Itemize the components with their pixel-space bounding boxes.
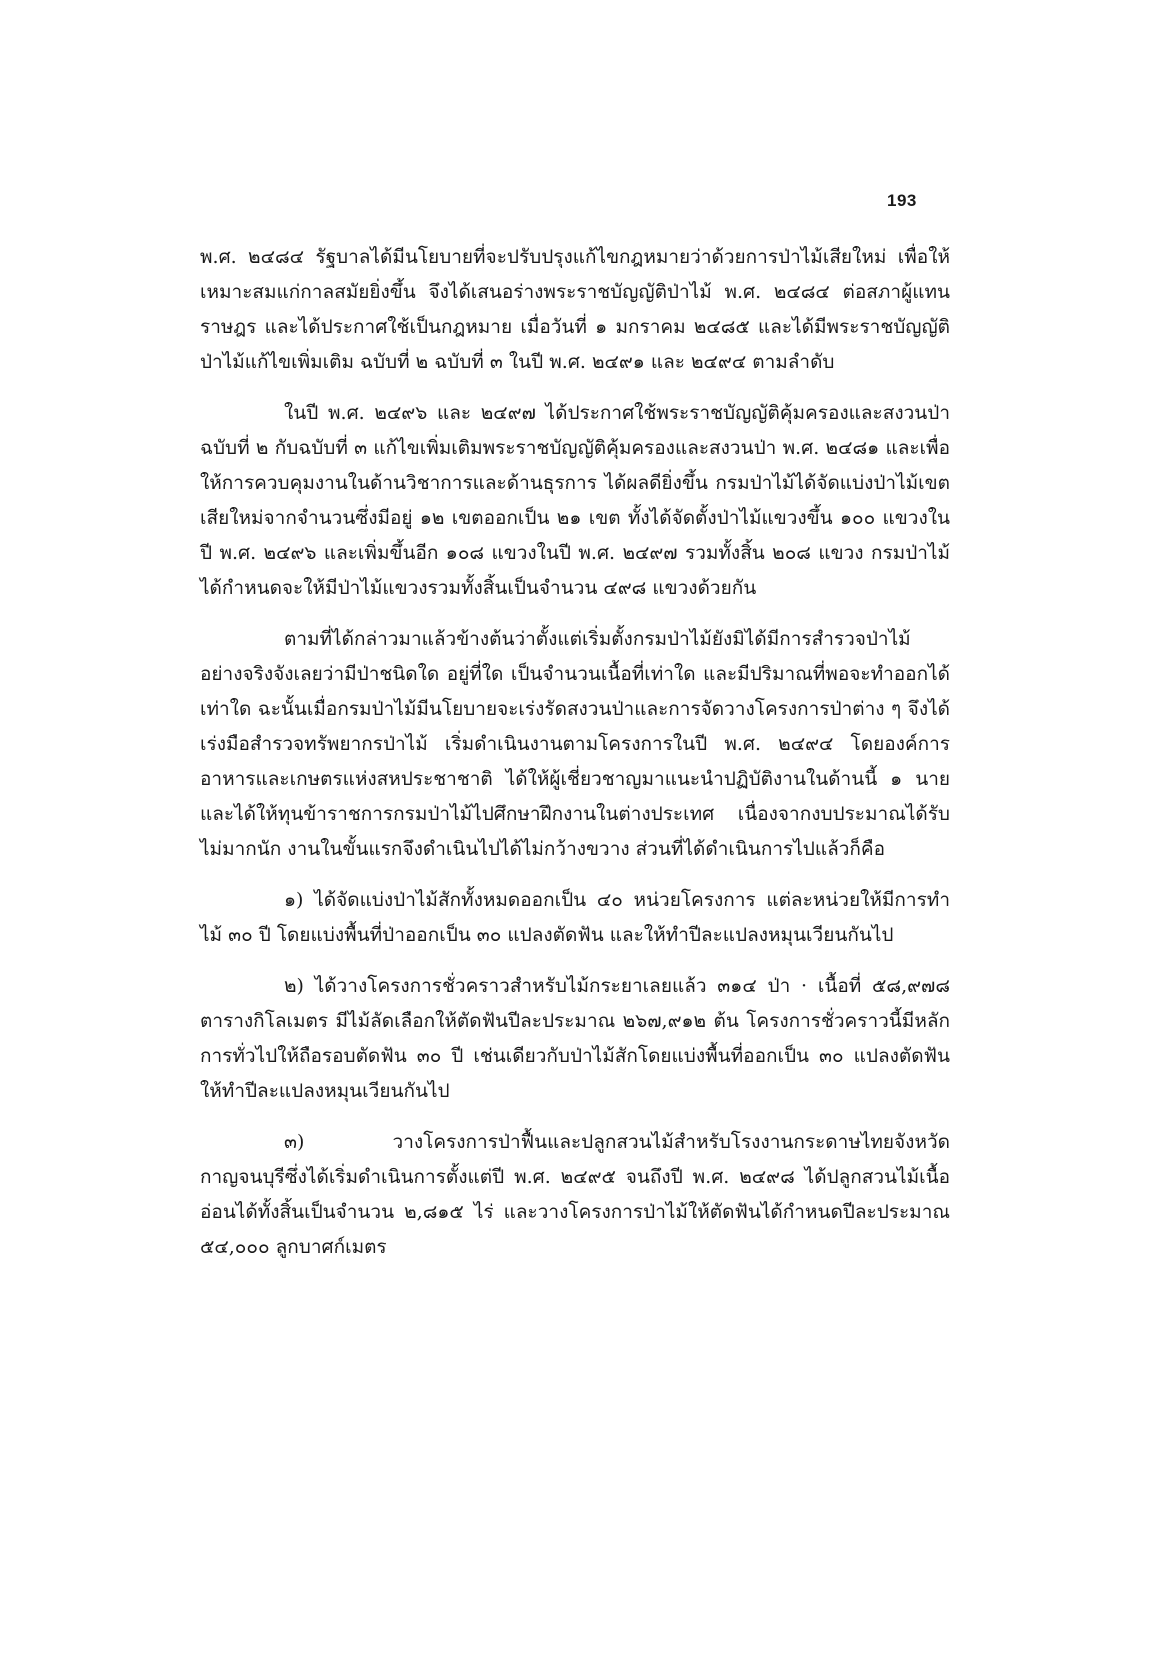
list-item-paper-mill-plantation: ๓) วางโครงการป่าฟื้นและปลูกสวนไม้สำหรับโรงงานกระดาษไทยจังหวัดกาญจนบุรีซึ่งได้เริ่มดำเนินการตั้งแต่ปี พ.ศ. ๒๔๙๕ จนถึงปี พ.ศ. ๒๔๙๘ ได้ปลูกสวนไม้เนื้ออ่อนได้ทั้งสิ้นเป็นจำนวน ๒,๘๑๕ ไร่ และวางโครงการป่าไม้ให้ตัดฟันได้กำหนดปีละประมาณ ๕๔,๐๐๐ ลูกบาศก์เมตร bbox=[200, 1131, 950, 1258]
page-number: 193 bbox=[887, 191, 917, 210]
paragraph-forest-act-revision: พ.ศ. ๒๔๘๔ รัฐบาลได้มีนโยบายที่จะปรับปรุงแก้ไขกฎหมายว่าด้วยการป่าไม้เสียใหม่ เพื่อให้เหมาะสมแก่กาลสมัยยิ่งขึ้น จึงได้เสนอร่างพระราชบัญญัติป่าไม้ พ.ศ. ๒๔๘๔ ต่อสภาผู้แทนราษฎร และได้ประกาศใช้เป็นกฎหมาย เมื่อวันที่ ๑ มกราคม ๒๔๘๕ และได้มีพระราชบัญญัติป่าไม้แก้ไขเพิ่มเติม ฉบับที่ ๒ ฉบับที่ ๓ ในปี พ.ศ. ๒๔๙๑ และ ๒๔๙๔ ตามลำดับ bbox=[200, 246, 950, 373]
paragraph-forest-survey: ตามที่ได้กล่าวมาแล้วข้างต้นว่าตั้งแต่เริ่มตั้งกรมป่าไม้ยังมิได้มีการสำรวจป่าไม้อย่างจริงจังเลยว่ามีป่าชนิดใด อยู่ที่ใด เป็นจำนวนเนื้อที่เท่าใด และมีปริมาณที่พอจะทำออกได้เท่าใด ฉะนั้นเมื่อกรมป่าไม้มีนโยบายจะเร่งรัดสงวนป่าและการจัดวางโครงการป่าต่าง ๆ จึงได้เร่งมือสำรวจทรัพยากรป่าไม้ เริ่มดำเนินงานตามโครงการในปี พ.ศ. ๒๔๙๔ โดยองค์การอาหารและเกษตรแห่งสหประชาชาติ ได้ให้ผู้เชี่ยวชาญมาแนะนำปฏิบัติงานในด้านนี้ ๑ นาย และได้ให้ทุนข้าราชการกรมป่าไม้ไปศึกษาฝึกงานในต่างประเทศ เนื่องจากงบประมาณได้รับไม่มากนัก งานในขั้นแรกจึงดำเนินไปได้ไม่กว้างขวาง ส่วนที่ได้ดำเนินการไปแล้วก็คือ bbox=[200, 628, 950, 860]
paragraph-forest-protection-act: ในปี พ.ศ. ๒๔๙๖ และ ๒๔๙๗ ได้ประกาศใช้พระราชบัญญัติคุ้มครองและสงวนป่า ฉบับที่ ๒ กับฉบับที่ ๓ แก้ไขเพิ่มเติมพระราชบัญญัติคุ้มครองและสงวนป่า พ.ศ. ๒๔๘๑ และเพื่อให้การควบคุมงานในด้านวิชาการและด้านธุรการ ได้ผลดียิ่งขึ้น กรมป่าไม้ได้จัดแบ่งป่าไม้เขตเสียใหม่จากจำนวนซึ่งมีอยู่ ๑๒ เขตออกเป็น ๒๑ เขต ทั้งได้จัดตั้งป่าไม้แขวงขึ้น ๑๐๐ แขวงในปี พ.ศ. ๒๔๙๖ และเพิ่มขึ้นอีก ๑๐๘ แขวงในปี พ.ศ. ๒๔๙๗ รวมทั้งสิ้น ๒๐๘ แขวง กรมป่าไม้ได้กำหนดจะให้มีป่าไม้แขวงรวมทั้งสิ้นเป็นจำนวน ๔๙๘ แขวงด้วยกัน bbox=[200, 402, 950, 599]
list-item-mixed-wood-projects: ๒) ได้วางโครงการชั่วคราวสำหรับไม้กระยาเลยแล้ว ๓๑๔ ป่า · เนื้อที่ ๕๘,๙๗๘ ตารางกิโลเมตร มีไม้ลัดเลือกให้ตัดฟันปีละประมาณ ๒๖๗,๙๑๒ ต้น โครงการชั่วคราวนี้มีหลักการทั่วไปให้ถือรอบตัดฟัน ๓๐ ปี เช่นเดียวกับป่าไม้สักโดยแบ่งพื้นที่ออกเป็น ๓๐ แปลงตัดฟันให้ทำปีละแปลงหมุนเวียนกันไป bbox=[200, 975, 950, 1102]
body-text bbox=[200, 240, 950, 1265]
list-item-teak-projects: ๑) ได้จัดแบ่งป่าไม้สักทั้งหมดออกเป็น ๔๐ หน่วยโครงการ แต่ละหน่วยให้มีการทำไม้ ๓๐ ปี โดยแบ่งพื้นที่ป่าออกเป็น ๓๐ แปลงตัดฟัน และให้ทำปีละแปลงหมุนเวียนกันไป bbox=[200, 889, 950, 946]
